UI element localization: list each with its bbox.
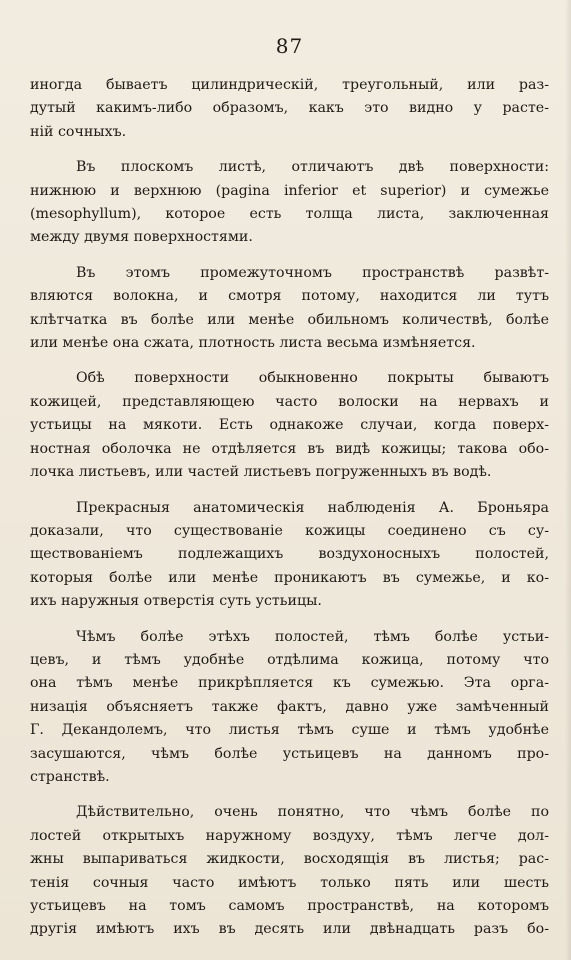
text-line: Чѣмъ болѣе этѣхъ полостей, тѣмъ болѣе устьи-: [76, 628, 549, 645]
text-line: ностная оболочка не отдѣляется въ видѣ кожицы; такова обо-: [30, 440, 549, 457]
text-line: устьицевъ на томъ самомъ пространствѣ, на которомъ: [30, 898, 549, 914]
text-line: или менѣе она сжата, плотность листа весьма измѣняется.: [30, 335, 476, 352]
paragraph: [30, 626, 549, 790]
paragraph: [30, 262, 549, 356]
text-line: иногда бываетъ цилиндрическій, треугольный, или раз-: [30, 77, 549, 93]
text-line: Г. Декандолемъ, что листья тѣмъ суше и тѣмъ удобнѣе: [30, 722, 549, 739]
text-line: между двумя поверхностями.: [30, 229, 253, 246]
text-line: странствѣ.: [30, 768, 110, 785]
text-line: устьицы на мякоти. Есть однакоже случаи, когда поверх-: [30, 417, 549, 434]
text-line: Въ этомъ промежуточномъ пространствѣ развѣт-: [76, 264, 549, 281]
text-line: Обѣ поверхности обыкновенно покрыты бываютъ: [76, 370, 549, 387]
text-line: ществованіемъ подлежащихъ воздухоносныхъ полостей,: [30, 546, 549, 563]
text-line: доказали, что существованіе кожицы соединено съ су-: [30, 522, 549, 539]
text-line: Прекрасныя анатомическія наблюденія А. Броньяра: [76, 499, 549, 516]
text-line: ихъ наружныя отверстія суть устьицы.: [30, 593, 322, 610]
text-line: кожицей, представляющею часто волоски на нервахъ и: [30, 393, 549, 410]
text-body: [30, 74, 549, 942]
text-line: клѣтчатка въ болѣе или менѣе обильномъ количествѣ, болѣе: [30, 311, 549, 328]
text-line: цевъ, и тѣмъ удобнѣе отдѣлима кожица, потому что: [30, 651, 549, 668]
text-line: лочка листьевъ, или частей листьевъ погруженныхъ въ водѣ.: [30, 464, 492, 481]
paragraph: [30, 497, 549, 614]
paragraph: [30, 801, 549, 941]
text-line: другія имѣютъ ихъ въ десять или двѣнадцать разъ бо-: [30, 921, 549, 938]
text-line: дутый какимъ-либо образомъ, какъ это видно у расте-: [30, 100, 549, 117]
text-line: Въ плоскомъ листѣ, отличаютъ двѣ поверхности:: [76, 159, 549, 176]
text-line: Дѣйствительно, очень понятно, что чѣмъ болѣе по: [76, 804, 549, 821]
paragraph: [30, 156, 549, 250]
text-line: вляются волокна, и смотря потому, находится ли тутъ: [30, 288, 549, 305]
text-line: жны выпариваться жидкости, восходящія въ листья; рас-: [30, 851, 549, 868]
text-line: ній сочныхъ.: [30, 123, 127, 140]
paragraph: [30, 74, 549, 144]
text-line: она тѣмъ менѣе прикрѣпляется къ сумежью. Эта орга-: [30, 675, 549, 692]
paragraph: [30, 367, 549, 484]
text-line: засушаются, чѣмъ болѣе устьицевъ на данномъ про-: [30, 745, 549, 762]
text-line: (mesophyllum), которое есть толща листа, заключенная: [30, 206, 549, 223]
page-edge-shadow: [565, 0, 571, 960]
text-line: нижнюю и верхнюю (pagina inferior et superior) и сумежье: [30, 182, 549, 199]
text-line: лостей открытыхъ наружному воздуху, тѣмъ легче дол-: [30, 827, 549, 844]
page-number: 87: [275, 34, 304, 58]
text-line: которыя болѣе или менѣе проникаютъ въ сумежье, и ко-: [30, 569, 549, 586]
text-line: низація объясняетъ также фактъ, давно уже замѣченный: [30, 698, 549, 715]
text-line: тенія сочныя часто имѣютъ только пять или шесть: [30, 874, 549, 891]
